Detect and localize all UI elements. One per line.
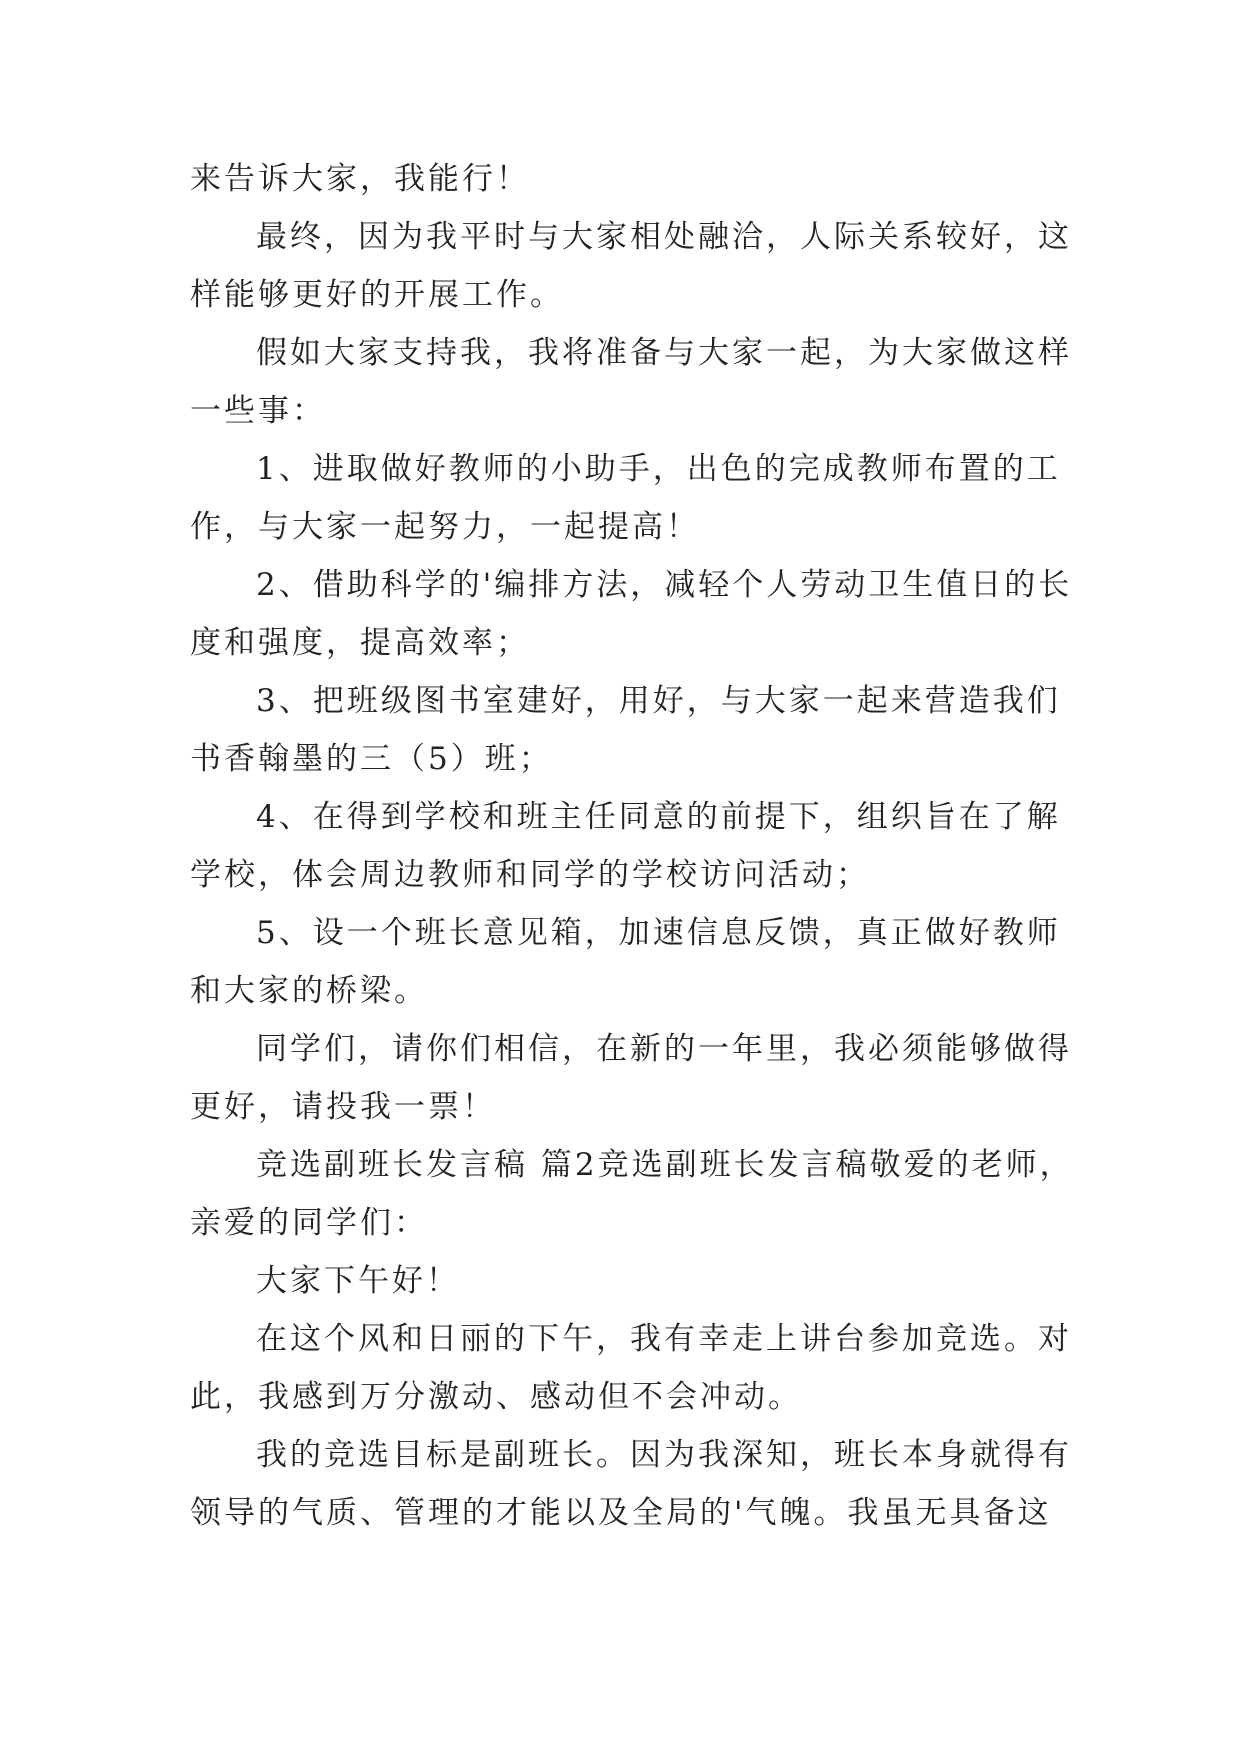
text-line: 在这个风和日丽的下午，我有幸走上讲台参加竞选。对 bbox=[256, 1321, 1072, 1357]
text-line: 亲爱的同学们： bbox=[190, 1205, 428, 1241]
text-line: 样能够更好的开展工作。 bbox=[190, 277, 564, 313]
text-line: 5、设一个班长意见箱，加速信息反馈，真正做好教师 bbox=[256, 915, 1061, 951]
text-line: 大家下午好！ bbox=[256, 1263, 460, 1299]
text-line: 最终，因为我平时与大家相处融洽，人际关系较好，这 bbox=[256, 219, 1072, 255]
text-line: 4、在得到学校和班主任同意的前提下，组织旨在了解 bbox=[256, 799, 1061, 835]
text-line: 同学们，请你们相信，在新的一年里，我必须能够做得 bbox=[256, 1031, 1072, 1067]
text-line: 作，与大家一起努力，一起提高！ bbox=[190, 509, 700, 545]
document-body bbox=[190, 150, 1074, 1542]
text-line: 度和强度，提高效率； bbox=[190, 625, 530, 661]
text-line: 2、借助科学的'编排方法，减轻个人劳动卫生值日的长 bbox=[256, 567, 1073, 603]
text-line: 来告诉大家，我能行！ bbox=[190, 161, 530, 197]
text-line: 竞选副班长发言稿 篇2竞选副班长发言稿敬爱的老师， bbox=[256, 1147, 1074, 1183]
text-line: 一些事： bbox=[190, 393, 326, 429]
text-line: 此，我感到万分激动、感动但不会冲动。 bbox=[190, 1379, 802, 1415]
text-line: 和大家的桥梁。 bbox=[190, 973, 428, 1009]
text-line: 领导的气质、管理的才能以及全局的'气魄。我虽无具备这 bbox=[190, 1495, 1052, 1531]
text-line: 1、进取做好教师的小助手，出色的完成教师布置的工 bbox=[256, 451, 1061, 487]
text-line: 我的竞选目标是副班长。因为我深知，班长本身就得有 bbox=[256, 1437, 1072, 1473]
text-line: 更好，请投我一票！ bbox=[190, 1089, 496, 1125]
text-line: 学校，体会周边教师和同学的学校访问活动； bbox=[190, 857, 870, 893]
text-line: 3、把班级图书室建好，用好，与大家一起来营造我们 bbox=[256, 683, 1061, 719]
text-line: 书香翰墨的三（5）班； bbox=[190, 741, 553, 777]
text-line: 假如大家支持我，我将准备与大家一起，为大家做这样 bbox=[256, 335, 1072, 371]
